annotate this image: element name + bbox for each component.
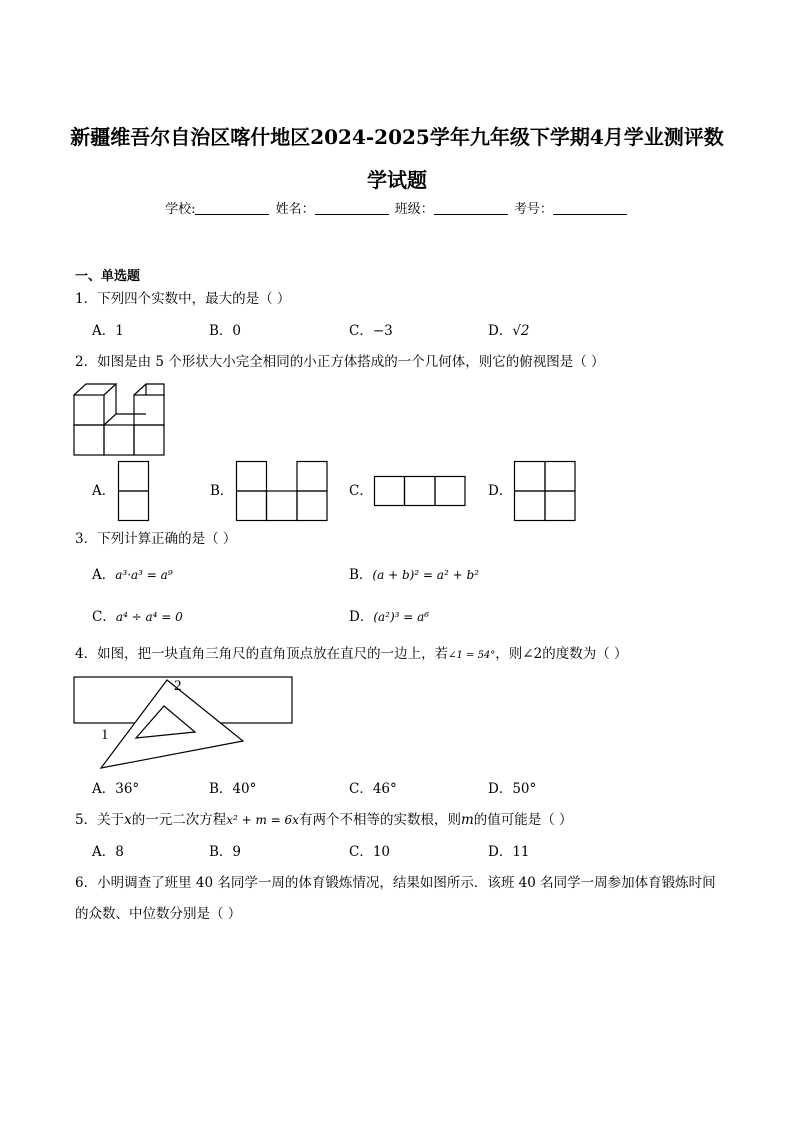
option-c [92, 607, 183, 627]
question-text-after: ，则∠2的度数为（ ） [495, 646, 628, 662]
option-c: C．46° [349, 781, 397, 797]
option-c-label: C． [92, 609, 116, 625]
option-b-figure [236, 461, 328, 521]
option-c: C．−3 [349, 323, 393, 339]
question-5 [75, 810, 573, 830]
variable-x: x [124, 812, 132, 828]
option-a-formula: a³·a³ = a⁹ [115, 568, 173, 582]
question-number: 3． [75, 531, 98, 547]
option-a: A．8 [92, 844, 124, 860]
question-6-line2: 的众数、中位数分别是（ ） [75, 906, 242, 922]
option-d: D． [488, 483, 513, 499]
cube-solid-figure [74, 383, 166, 455]
name-label: 姓名： [275, 202, 315, 217]
equation: x² + m = 6x [226, 813, 299, 827]
option-b-label: B． [349, 567, 373, 583]
option-c-formula: a⁴ ÷ a⁴ = 0 [115, 610, 183, 624]
option-c: C． [349, 483, 373, 499]
option-b: B． [210, 483, 234, 499]
question-text-a: 关于 [97, 812, 125, 828]
question-text-c: 有两个不相等的实数根，则 [298, 812, 461, 828]
option-a [92, 565, 173, 585]
question-2 [75, 352, 605, 372]
section-title: 一、单选题 [75, 269, 141, 284]
option-d: D．50° [488, 781, 537, 797]
question-text: 如图是由 5 个形状大小完全相同的小正方体搭成的一个几何体，则它的俯视图是（ ） [97, 354, 605, 370]
student-info-line [0, 200, 794, 220]
option-d-label: D． [349, 609, 374, 625]
option-d [488, 321, 530, 341]
exam-no-label: 考号： [513, 202, 553, 217]
name-blank[interactable] [315, 200, 389, 215]
option-b: B．40° [209, 781, 257, 797]
option-c: C．10 [349, 844, 391, 860]
option-a: A． [92, 483, 116, 499]
option-c-figure [374, 476, 466, 506]
question-number: 5． [75, 812, 98, 828]
question-number: 2． [75, 354, 98, 370]
option-a-figure [118, 461, 149, 521]
angle-2-label: 2 [174, 678, 182, 694]
school-label: 学校: [165, 202, 196, 217]
option-d-formula: (a²)³ = a⁶ [373, 610, 430, 624]
class-label: 班级： [394, 202, 434, 217]
question-4 [75, 644, 628, 666]
angle-1-label: 1 [101, 727, 109, 743]
question-1 [75, 289, 290, 309]
option-b [349, 565, 479, 585]
option-d: D．11 [488, 844, 530, 860]
exam-title-line2: 学试题 [367, 168, 427, 192]
option-a: A．36° [92, 781, 140, 797]
question-text: 下列计算正确的是（ ） [97, 531, 237, 547]
option-a-label: A． [92, 567, 116, 583]
question-number: 1． [75, 291, 98, 307]
question-text-b: 的一元二次方程 [131, 812, 227, 828]
option-d [349, 607, 429, 627]
question-text-line1: 小明调查了班里 40 名同学一周的体育锻炼情况，结果如图所示．该班 40 名同学一周参加体育锻炼时间 [97, 875, 716, 891]
option-b: B．0 [209, 323, 242, 339]
exam-no-blank[interactable] [553, 200, 627, 215]
question-number: 4． [75, 646, 98, 662]
angle-condition: ∠1 = 54° [448, 650, 496, 661]
sqrt-expression: √2 [512, 323, 530, 339]
question-6 [75, 873, 716, 893]
class-blank[interactable] [434, 200, 508, 215]
option-b: B．9 [209, 844, 242, 860]
question-text: 下列四个实数中，最大的是（ ） [97, 291, 291, 307]
exam-title-line1: 新疆维吾尔自治区喀什地区2024-2025学年九年级下学期4月学业测评数 [70, 125, 724, 149]
option-b-formula: (a + b)² = a² + b² [372, 568, 479, 582]
question-3 [75, 529, 236, 549]
question-text-d: 的值可能是（ ） [473, 812, 573, 828]
option-d-figure [514, 461, 576, 521]
school-blank[interactable] [195, 200, 269, 215]
ruler-triangle-figure [73, 676, 295, 770]
question-number: 6． [75, 875, 98, 891]
variable-m: m [460, 812, 474, 828]
option-d-label: D． [488, 323, 513, 339]
option-a: A．1 [92, 323, 124, 339]
question-text: 如图，把一块直角三角尺的直角顶点放在直尺的一边上，若 [97, 646, 449, 662]
